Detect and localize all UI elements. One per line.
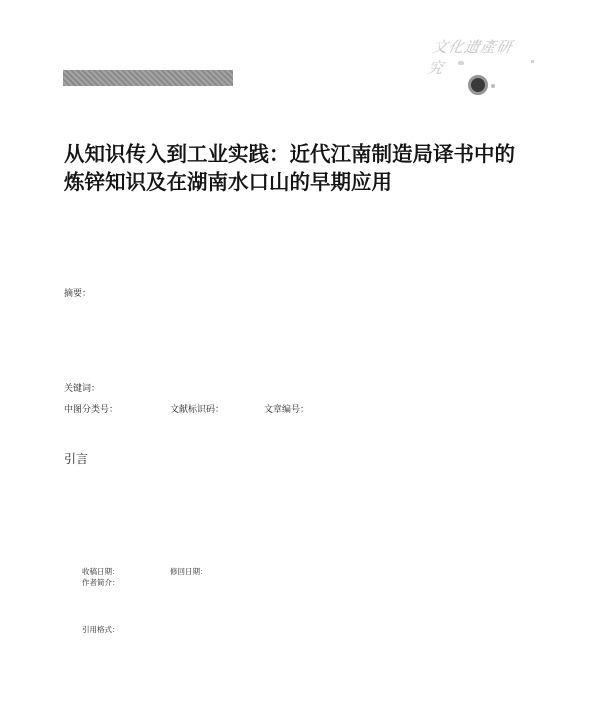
article-number-label: 文章编号： (264, 405, 310, 415)
registered-mark-icon (491, 84, 495, 88)
revised-date-label: 修回日期： (170, 567, 208, 576)
title-line-2: 炼锌知识及在湖南水口山的早期应用 (64, 170, 392, 194)
clc-number-label: 中图分类号： (64, 405, 119, 415)
logo-mark (458, 61, 464, 65)
logo-speck (531, 60, 534, 63)
header-redaction-bar (63, 70, 233, 86)
author-bio-label: 作者简介： (82, 578, 120, 587)
citation-format-label: 引用格式： (82, 625, 120, 634)
keywords-label: 关键词： (64, 384, 101, 394)
journal-logo: 文化遗產研究 (426, 38, 515, 77)
received-date-label: 收稿日期： (82, 567, 120, 576)
title-line-1: 从知识传入到工业实践：近代江南制造局译书中的 (64, 142, 515, 166)
paper-title (64, 140, 564, 196)
document-code-label: 文献标识码： (170, 405, 225, 415)
introduction-heading: 引言 (64, 452, 89, 466)
abstract-label: 摘要： (64, 289, 92, 299)
journal-seal-icon (468, 75, 488, 95)
